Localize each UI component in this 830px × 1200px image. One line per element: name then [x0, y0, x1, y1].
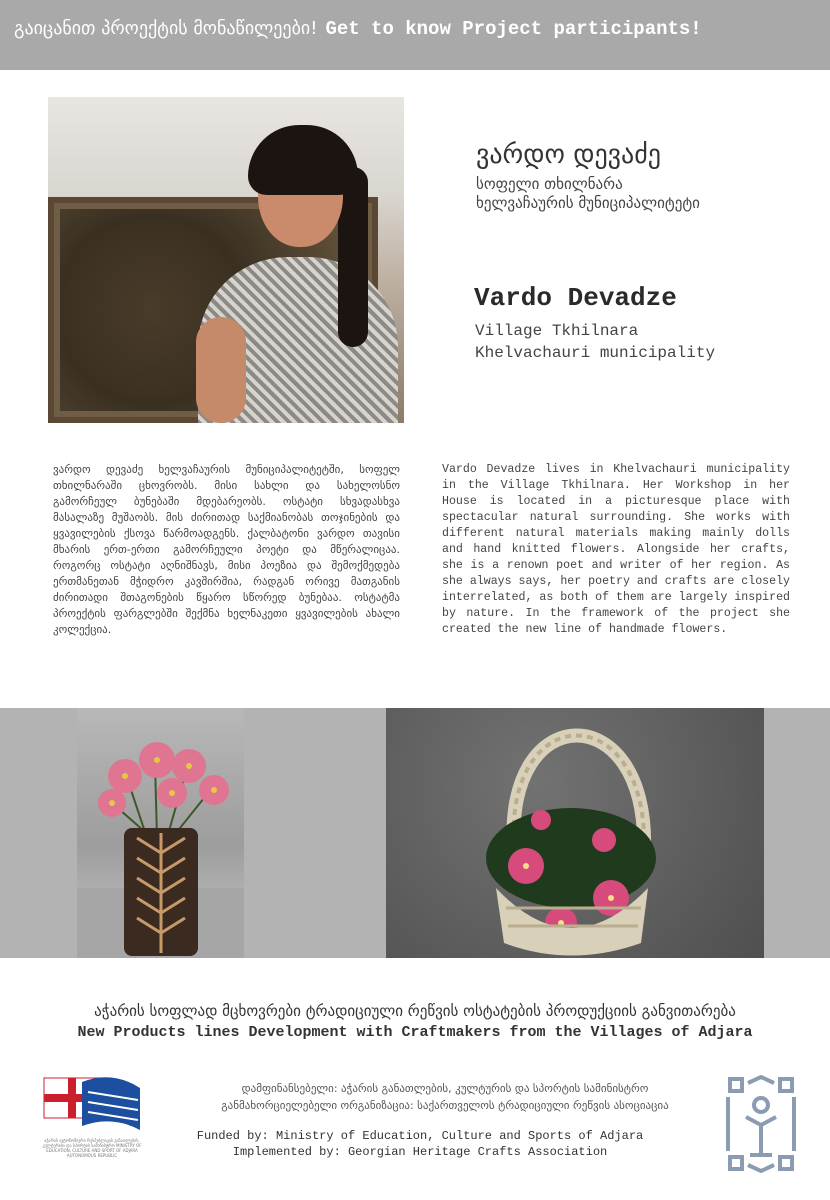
- portrait-hair: [248, 125, 358, 195]
- participant-portrait: [48, 97, 404, 423]
- municipality-ka: ხელვაჩაურის მუნიციპალიტეტი: [476, 194, 700, 212]
- participant-name-ka: ვარდო დევაძე: [476, 140, 661, 170]
- participant-location-en: [475, 320, 715, 364]
- header-title-ka: გაიცანით პროექტის მონაწილეები!: [14, 18, 318, 39]
- municipality-en: Khelvachauri municipality: [475, 344, 716, 362]
- participant-name-en: Vardo Devadze: [474, 283, 677, 313]
- funder-ka: დამფინანსებელი: აჭარის განათლების, კულტურის და სპორტის სამინისტრო: [241, 1082, 649, 1095]
- flower-basket-photo: [386, 708, 764, 958]
- village-ka: სოფელი თხილნარა: [476, 175, 623, 193]
- project-title-ka: აჭარის სოფლად მცხოვრები ტრადიციული რეწვის ოსტატების პროდუქციის განვითარება: [94, 1002, 736, 1020]
- association-ornament-logo: [724, 1075, 798, 1173]
- bio-text-en: Vardo Devadze lives in Khelvachauri municipality in the Village Tkhilnara. Her Workshop in her House is located in a picturesque place with spectacular natural surrounding. She works with different natural materials making mainly dolls and hand knitted flowers. Alongside her crafts, she is a renown poet and writer of her region. As she always says, her poetry and crafts are closely interrelated, as both of them are largely inspired by nature. In the framework of the project she created the new line of handmade flowers.: [442, 463, 790, 636]
- portrait-arm: [196, 317, 246, 423]
- participant-location-ka: [476, 175, 700, 213]
- header-title-en: Get to know Project participants!: [325, 18, 702, 40]
- village-en: Village Tkhilnara: [475, 322, 639, 340]
- craft-gallery: [0, 708, 830, 958]
- project-title-en: New Products lines Development with Craftmakers from the Villages of Adjara: [77, 1024, 753, 1041]
- bio-text-ka: ვარდო დევაძე ხელვაჩაურის მუნიციპალიტეტში, სოფელ თხილნარაში ცხოვრობს. მისი სახლი და სახელოსნო გამორჩეულ ბუნებაში მდებარეობს. ოსტატი სხვადასხვა მასალაზე მუშაობს. მის ძირითად საქმიანობას თოჯინების და ყვავილების ქსოვა წარმოადგენს. ქალბატონი ვარდო თავისი მხარის ერთ-ერთი გამორჩეული პოეტი და მწერალიცაა. როგორც ოსტატი აღნიშნავს, მისი პოეზია და შემოქმედება ერთმანეთან მჭიდრო კავშირშია, რადგან ორივე მათგანის ძირითადი შთაგონების წყარო სწორედ ბუნებაა. ოსტატმა პროექტის ფარგლებში შექმნა ხელნაკეთი ყვავილების ახალი კოლექცია.: [53, 463, 400, 636]
- ministry-logo-caption: აჭარის ავტონომიური რესპუბლიკის განათლების, კულტურისა და სპორტის სამინისტრო MINISTRY OF EDUCATION, CULTURE AND SPORT OF ADJARA AUTONOMOUS REPUBLIC: [42, 1138, 142, 1158]
- funded-by-text: Funded by: Ministry of Education, Culture and Sports of Adjara: [196, 1129, 644, 1143]
- implementer-ka: განმახორციელებელი ორგანიზაცია: საქართველოს ტრადიციული რეწვის ასოციაცია: [221, 1099, 669, 1112]
- header-banner: [0, 0, 830, 70]
- header-title: [14, 18, 824, 40]
- flower-vase-photo: [77, 708, 244, 958]
- flower-vase-illustration: [77, 708, 244, 958]
- implemented-by-text: Implemented by: Georgian Heritage Crafts Association: [232, 1145, 608, 1159]
- flower-basket-illustration: [386, 708, 764, 958]
